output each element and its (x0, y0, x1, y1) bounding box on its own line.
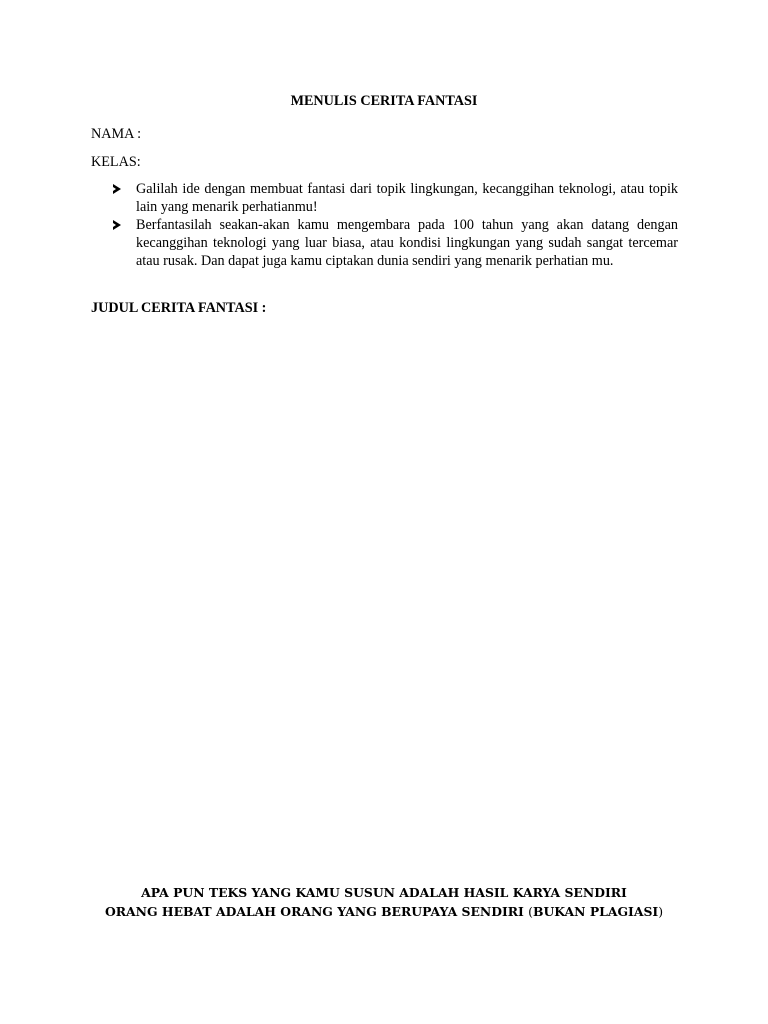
arrow-bullet-icon (113, 184, 121, 194)
footer-note (0, 883, 768, 921)
instruction-text: Berfantasilah seakan-akan kamu mengembara pada 100 tahun yang akan datang dengan kecanggihan teknologi yang luar biasa, atau kondisi lingkungan yang sudah sangat tercemar atau rusak. Dan dapat juga kamu ciptakan dunia sendiri yang menarik perhatian mu. (136, 217, 678, 269)
instruction-item (91, 180, 678, 216)
kelas-field-label: KELAS: (91, 154, 141, 170)
instruction-text: Galilah ide dengan membuat fantasi dari topik lingkungan, kecanggihan teknologi, atau topik lain yang menarik perhatianmu! (136, 181, 678, 215)
footer-close-paren: ) (658, 904, 664, 919)
instruction-item (91, 216, 678, 270)
footer-line-1: APA PUN TEKS YANG KAMU SUSUN ADALAH HASIL KARYA SENDIRI (141, 885, 627, 900)
nama-field-label: NAMA : (91, 126, 142, 142)
instruction-list (91, 180, 678, 270)
document-title: MENULIS CERITA FANTASI (290, 93, 478, 109)
footer-line-2-text: ORANG HEBAT ADALAH ORANG YANG BERUPAYA SENDIRI (104, 904, 529, 919)
footer-line-2-inner: BUKAN PLAGIASI (533, 904, 659, 919)
judul-label: JUDUL CERITA FANTASI : (91, 300, 267, 316)
footer-line-2 (0, 902, 768, 921)
arrow-bullet-icon (113, 220, 121, 230)
footer-open-paren: ( (528, 904, 534, 919)
